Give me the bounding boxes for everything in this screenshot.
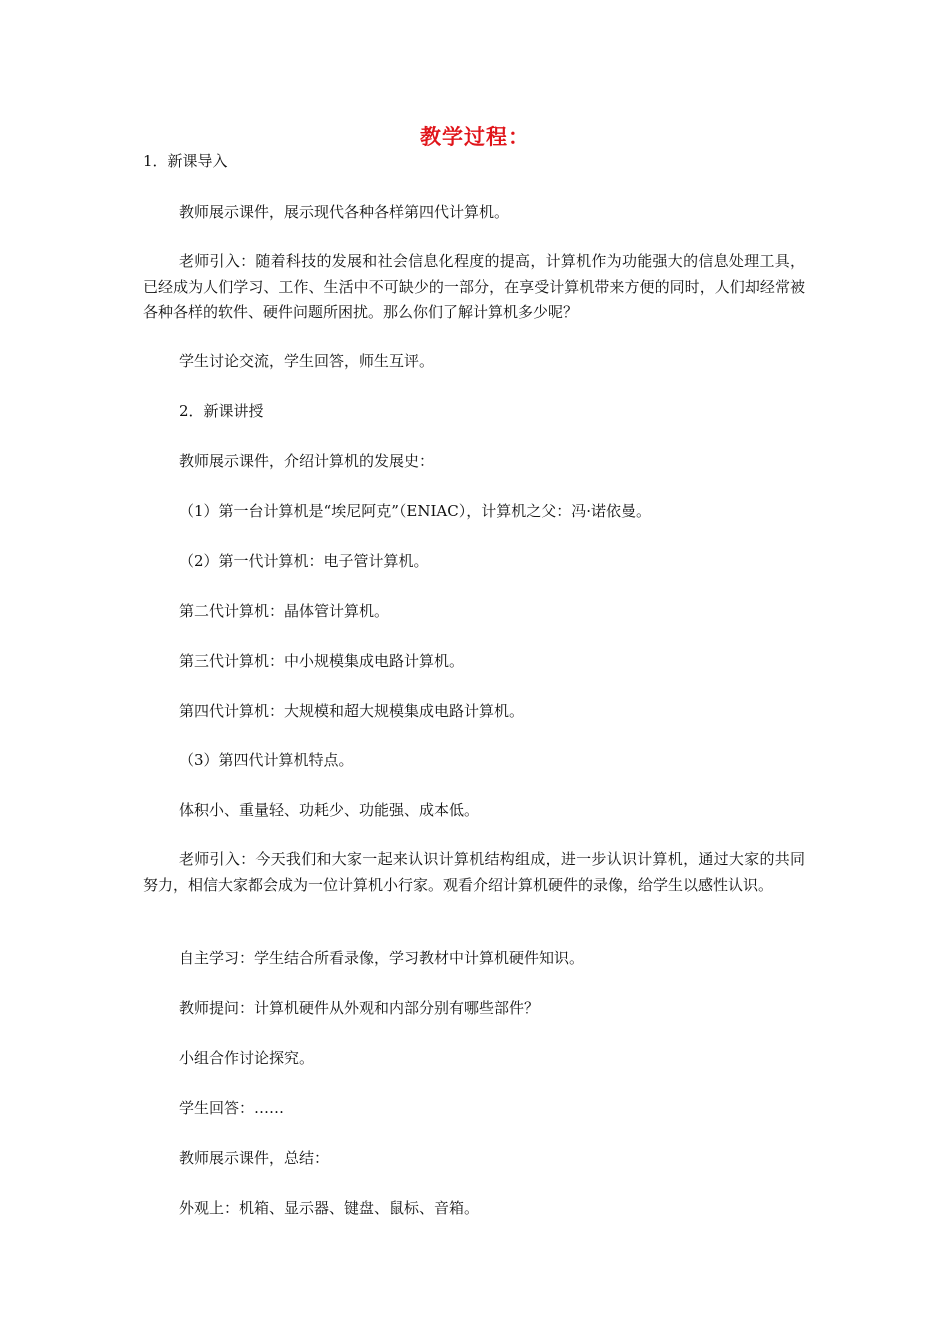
paragraph: 教师提问：计算机硬件从外观和内部分别有哪些部件？ bbox=[179, 999, 540, 1017]
list-item: 第二代计算机：晶体管计算机。 bbox=[179, 602, 390, 620]
paragraph: 老师引入：今天我们和大家一起来认识计算机结构组成，进一步认识计算机，通过大家的共同努力，相信大家都会成为一位计算机小行家。观看介绍计算机硬件的录像，给学生以感性认识。 bbox=[143, 850, 805, 894]
paragraph: 教师展示课件，总结： bbox=[179, 1149, 330, 1167]
paragraph: 教师展示课件，介绍计算机的发展史： bbox=[179, 452, 435, 470]
list-item: 第三代计算机：中小规模集成电路计算机。 bbox=[179, 652, 465, 670]
paragraph: 外观上：机箱、显示器、键盘、鼠标、音箱。 bbox=[179, 1199, 480, 1217]
section-heading-lecture: 2．新课讲授 bbox=[179, 402, 264, 420]
paragraph: 小组合作讨论探究。 bbox=[179, 1049, 315, 1067]
page-title: 教学过程： bbox=[420, 125, 530, 149]
paragraph: 自主学习：学生结合所看录像，学习教材中计算机硬件知识。 bbox=[179, 949, 585, 967]
list-item: （3）第四代计算机特点。 bbox=[179, 751, 354, 769]
section-heading-intro: 1．新课导入 bbox=[143, 152, 228, 170]
list-item: （2）第一代计算机：电子管计算机。 bbox=[179, 552, 429, 570]
paragraph: 学生讨论交流，学生回答，师生互评。 bbox=[179, 352, 435, 370]
paragraph: 教师展示课件，展示现代各种各样第四代计算机。 bbox=[179, 203, 510, 221]
paragraph: 学生回答：…… bbox=[179, 1099, 285, 1117]
list-item: （1）第一台计算机是“埃尼阿克”（ENIAC），计算机之父：冯·诺依曼。 bbox=[179, 502, 651, 520]
list-item: 第四代计算机：大规模和超大规模集成电路计算机。 bbox=[179, 702, 525, 720]
paragraph: 老师引入：随着科技的发展和社会信息化程度的提高，计算机作为功能强大的信息处理工具，已经成为人们学习、工作、生活中不可缺少的一部分，在享受计算机带来方便的同时，人们却经常被各种各样的软件、硬件问题所困扰。那么你们了解计算机多少呢？ bbox=[143, 252, 805, 321]
paragraph: 体积小、重量轻、功耗少、功能强、成本低。 bbox=[179, 801, 480, 819]
